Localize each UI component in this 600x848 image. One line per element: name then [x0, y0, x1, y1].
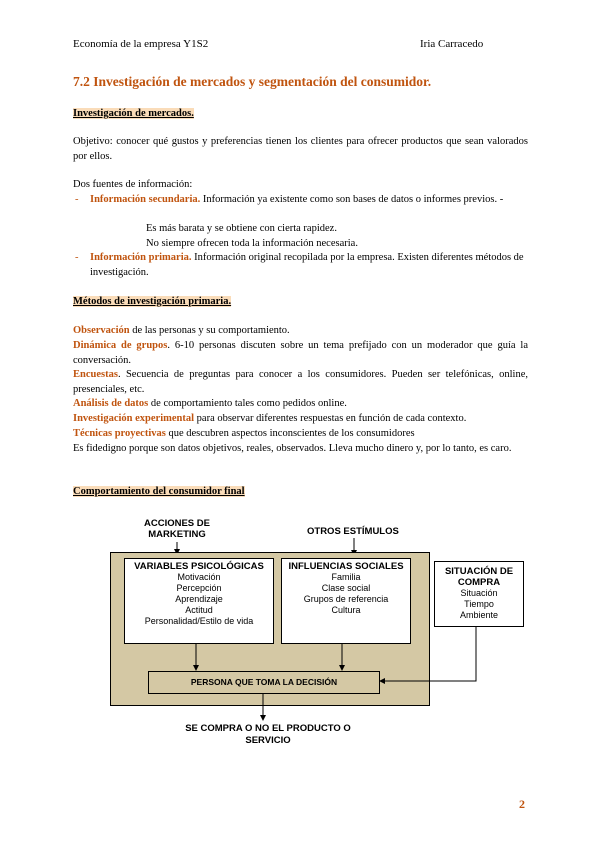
decision-maker-box: PERSONA QUE TOMA LA DECISIÓN: [148, 671, 380, 694]
sources-intro: Dos fuentes de información:: [73, 179, 193, 190]
method-item: Investigación experimental para observar diferentes respuestas en función de cada contexto.: [73, 413, 467, 424]
method-item: Técnicas proyectivas que descubren aspectos inconscientes de los consumidores: [73, 428, 415, 439]
list-item-primary: - Información primaria. Información original recopilada por la empresa. Existen diferentes métodos de investigación.: [75, 252, 524, 278]
situation-title: SITUACIÓN DE COMPRA: [444, 566, 514, 588]
social-item: Grupos de referencia: [303, 594, 389, 604]
method-item: Dinámica de grupos. 6-10 personas discuten sobre un tema prefijado con un moderador que guía la conversación.: [73, 340, 529, 366]
secondary-sub1: Es más barata y se obtiene con cierta rapidez.: [146, 223, 337, 234]
section-heading-research: Investigación de mercados.: [73, 108, 194, 119]
psych-title: VARIABLES PSICOLÓGICAS: [134, 561, 264, 572]
objective-paragraph: Objetivo: conocer qué gustos y preferencias tienen los clientes para ofrecer productos que sean valorados por ellos.: [73, 136, 528, 162]
list-item-secondary: - Información secundaria. Información ya existente como son bases de datos o informes previos. -: [75, 194, 504, 205]
methods-closing: Es fidedigno porque son datos objetivos, reales, observados. Lleva mucho dinero y, por lo tanto, es caro.: [73, 443, 512, 454]
psych-item: Motivación: [177, 572, 221, 582]
marketing-label: ACCIONES DE MARKETING: [144, 518, 210, 540]
social-title: INFLUENCIAS SOCIALES: [288, 561, 404, 572]
psych-item: Aprendizaje: [175, 594, 223, 604]
stimuli-label: OTROS ESTÍMULOS: [307, 526, 399, 537]
header-right: Iria Carracedo: [420, 38, 484, 50]
psych-item: Actitud: [185, 605, 213, 615]
social-item: Familia: [331, 572, 361, 582]
social-item: Clase social: [321, 583, 371, 593]
page-number: 2: [519, 797, 525, 811]
social-item: Cultura: [331, 605, 361, 615]
section-heading-methods: Métodos de investigación primaria.: [73, 296, 232, 307]
situation-item: Situación: [460, 588, 498, 598]
method-item: Observación de las personas y su comportamiento.: [73, 325, 290, 336]
result-label: SE COMPRA O NO EL PRODUCTO O SERVICIO: [185, 723, 351, 746]
psych-item: Personalidad/Estilo de vida: [144, 616, 254, 626]
psych-item: Percepción: [176, 583, 222, 593]
method-item: Análisis de datos de comportamiento tales como pedidos online.: [73, 398, 347, 409]
situation-item: Tiempo: [464, 599, 494, 609]
method-item: Encuestas. Secuencia de preguntas para conocer a los consumidores. Pueden ser telefónicas, online, presenciales, etc.: [73, 369, 528, 395]
secondary-sub2: No siempre ofrecen toda la información necesaria.: [146, 238, 358, 249]
header-left: Economía de la empresa Y1S2: [73, 38, 209, 50]
page-title: 7.2 Investigación de mercados y segmentación del consumidor.: [73, 74, 432, 89]
section-heading-behavior: Comportamiento del consumidor final: [73, 486, 245, 497]
situation-item: Ambiente: [459, 610, 499, 620]
